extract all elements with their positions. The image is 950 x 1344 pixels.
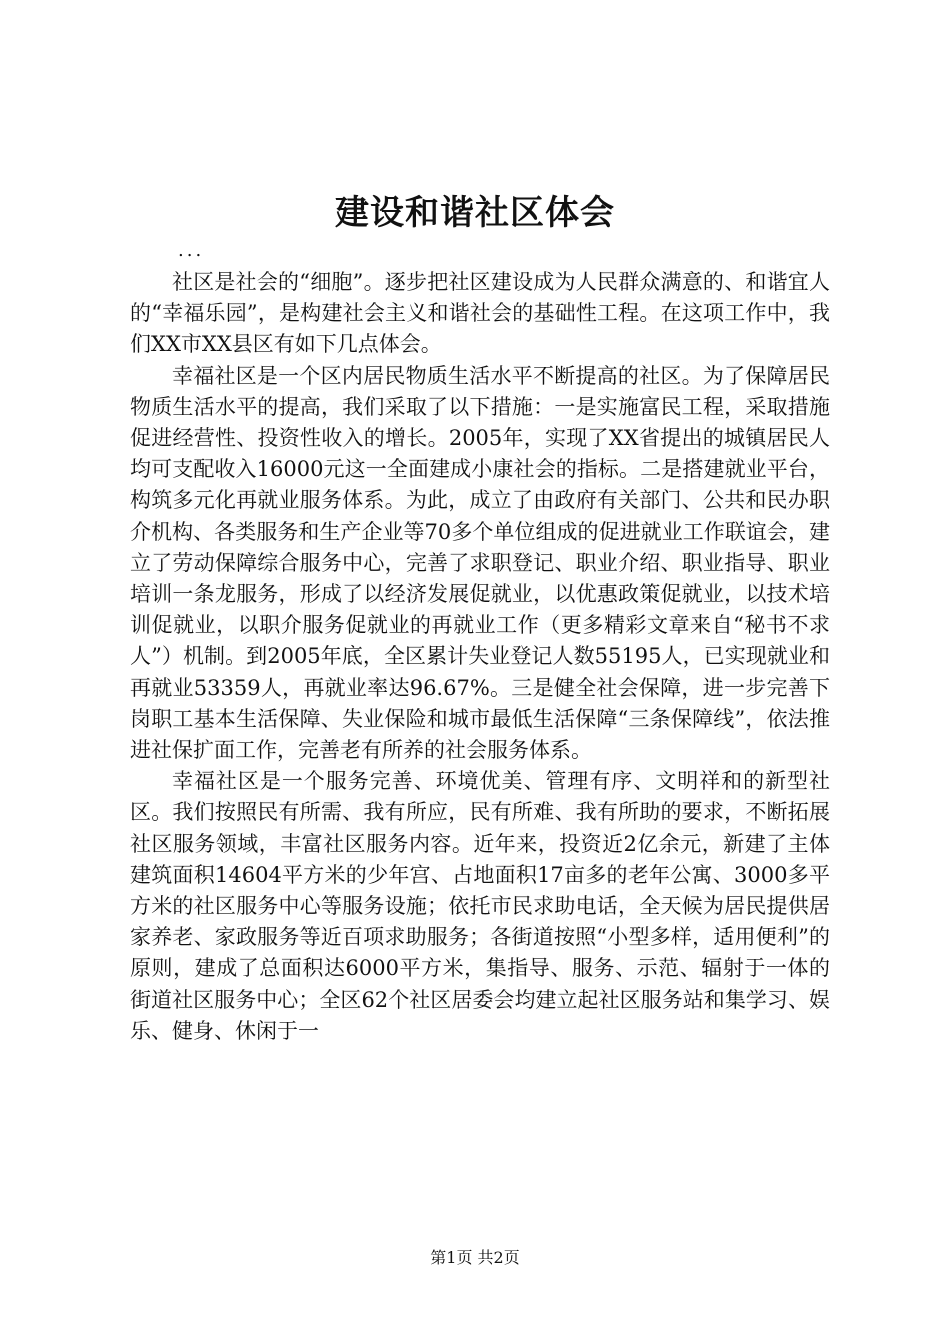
paragraph-2: 幸福社区是一个区内居民物质生活水平不断提高的社区。为了保障居民物质生活水平的提高，我们采取了以下措施：一是实施富民工程，采取措施促进经营性、投资性收入的增长。2005年，实现了XX省提出的城镇居民人均可支配收入16000元这一全面建成小康社会的指标。二是搭建就业平台，构筑多元化再就业服务体系。为此，成立了由政府有关部门、公共和民办职介机构、各类服务和生产企业等70多个单位组成的促进就业工作联谊会，建立了劳动保障综合服务中心，完善了求职登记、职业介绍、职业指导、职业培训一条龙服务，形成了以经济发展促就业，以优惠政策促就业，以技术培训促就业，以职介服务促就业的再就业工作（更多精彩文章来自“秘书不求人”）机制。到2005年底，全区累计失业登记人数55195人，已实现就业和再就业53359人，再就业率达96.67%。三是健全社会保障，进一步完善下岗职工基本生活保障、失业保险和城市最低生活保障“三条保障线”，依法推进社保扩面工作，完善老有所养的社会服务体系。 [130, 363, 830, 763]
page-footer: 第1页 共2页 [430, 1248, 520, 1267]
paragraph-1: 社区是社会的“细胞”。逐步把社区建设成为人民群众满意的、和谐宜人的“幸福乐园”，是构建社会主义和谐社会的基础性工程。在这项工作中，我们XX市XX县区有如下几点体会。 [130, 270, 830, 357]
document-title: 建设和谐社区体会 [335, 193, 615, 233]
document-body [130, 267, 830, 1047]
paragraph-3: 幸福社区是一个服务完善、环境优美、管理有序、文明祥和的新型社区。我们按照民有所需、我有所应，民有所难、我有所助的要求，不断拓展社区服务领域，丰富社区服务内容。近年来，投资近2亿余元，新建了主体建筑面积14604平方米的少年宫、占地面积17亩多的老年公寓、3000多平方米的社区服务中心等服务设施；依托市民求助电话，全天候为居民提供居家养老、家政服务等近百项求助服务；各街道按照“小型多样，适用便利”的原则，建成了总面积达6000平方米，集指导、服务、示范、辐射于一体的街道社区服务中心；全区62个社区居委会均建立起社区服务站和集学习、娱乐、健身、休闲于一 [130, 769, 830, 1043]
ellipsis-marker: ... [178, 240, 205, 261]
